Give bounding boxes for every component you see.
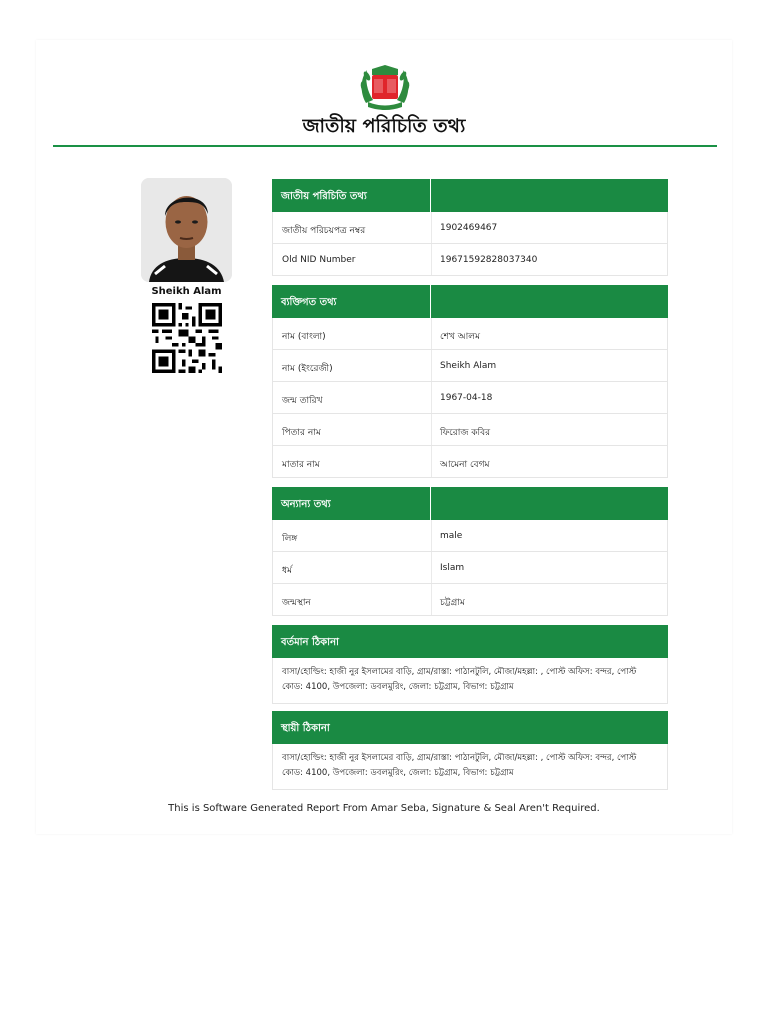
column-divider [431,446,432,477]
field-label: জন্ম তারিখ [282,396,323,406]
table-row [272,414,668,446]
address-line: বাসা/হোল্ডিং: হাজী নুর ইসলামের বাড়ি, গ্রাম/রাস্তা: পাঠানটুলি, মৌজা/মহল্লা: , পোস্ট অফিস: বন্দর, পোস্ট [282,667,637,677]
section-title: ব্যক্তিগত তথ্য [281,297,337,308]
field-label: জন্মস্থান [282,598,311,608]
column-divider [431,212,432,243]
column-divider [431,350,432,381]
field-value: male [440,531,463,541]
column-divider [431,318,432,349]
table-row [272,318,668,350]
table-row [272,584,668,616]
section-header-other [272,487,668,520]
address-line: কোড: 4100, উপজেলা: ডবলমুরিং, জেলা: চট্টগ্রাম, বিভাগ: চট্টগ্রাম [282,768,514,778]
table-row [272,244,668,276]
field-value: ফিরোজ কবির [440,428,491,438]
field-label: জাতীয় পরিচয়পত্র নম্বর [282,226,366,236]
column-divider [430,487,431,520]
table-row [272,382,668,414]
section-title: অন্যান্য তথ্য [281,499,331,510]
field-value: 19671592828037340 [440,255,538,265]
section-header-personal [272,285,668,318]
field-value: Islam [440,563,465,573]
column-divider [431,382,432,413]
election-commission-logo [358,63,412,113]
field-label: নাম (ইংরেজী) [282,364,333,374]
present-address-block [272,658,668,704]
field-value: শেখ আলম [440,332,480,342]
table-row [272,446,668,478]
address-line: কোড: 4100, উপজেলা: ডবলমুরিং, জেলা: চট্টগ্রাম, বিভাগ: চট্টগ্রাম [282,682,514,692]
profile-name: Sheikh Alam [151,286,222,297]
section-title: জাতীয় পরিচিতি তথ্য [281,191,367,202]
field-value: 1967-04-18 [440,393,493,403]
table-row [272,552,668,584]
table-row [272,212,668,244]
field-value: Sheikh Alam [440,361,497,371]
field-label: Old NID Number [282,255,356,265]
profile-photo [141,178,232,282]
address-line: বাসা/হোল্ডিং: হাজী নুর ইসলামের বাড়ি, গ্রাম/রাস্তা: পাঠানটুলি, মৌজা/মহল্লা: , পোস্ট অফিস: বন্দর, পোস্ট [282,753,637,763]
section-header-permanent-address [272,711,668,744]
footer-note: This is Software Generated Report From Amar Seba, Signature & Seal Aren't Required. [168,803,600,814]
field-label: লিঙ্গ [282,534,298,544]
field-value: 1902469467 [440,223,498,233]
column-divider [431,244,432,275]
column-divider [431,584,432,615]
field-label: ধর্ম [282,566,293,576]
table-row [272,520,668,552]
title-divider [53,145,717,147]
column-divider [431,414,432,445]
section-header-present-address [272,625,668,658]
column-divider [430,285,431,318]
permanent-address-block [272,744,668,790]
column-divider [431,520,432,551]
column-divider [430,179,431,212]
page-title: জাতীয় পরিচিতি তথ্য [302,115,466,137]
field-label: নাম (বাংলা) [282,332,326,342]
table-row [272,350,668,382]
field-value: আমেনা বেগম [440,460,490,470]
section-title: স্থায়ী ঠিকানা [281,723,330,734]
column-divider [431,552,432,583]
section-header-nid [272,179,668,212]
field-label: মাতার নাম [282,460,320,470]
field-value: চট্টগ্রাম [440,598,465,608]
section-title: বর্তমান ঠিকানা [281,637,339,648]
field-label: পিতার নাম [282,428,321,438]
qr-code [151,303,223,373]
